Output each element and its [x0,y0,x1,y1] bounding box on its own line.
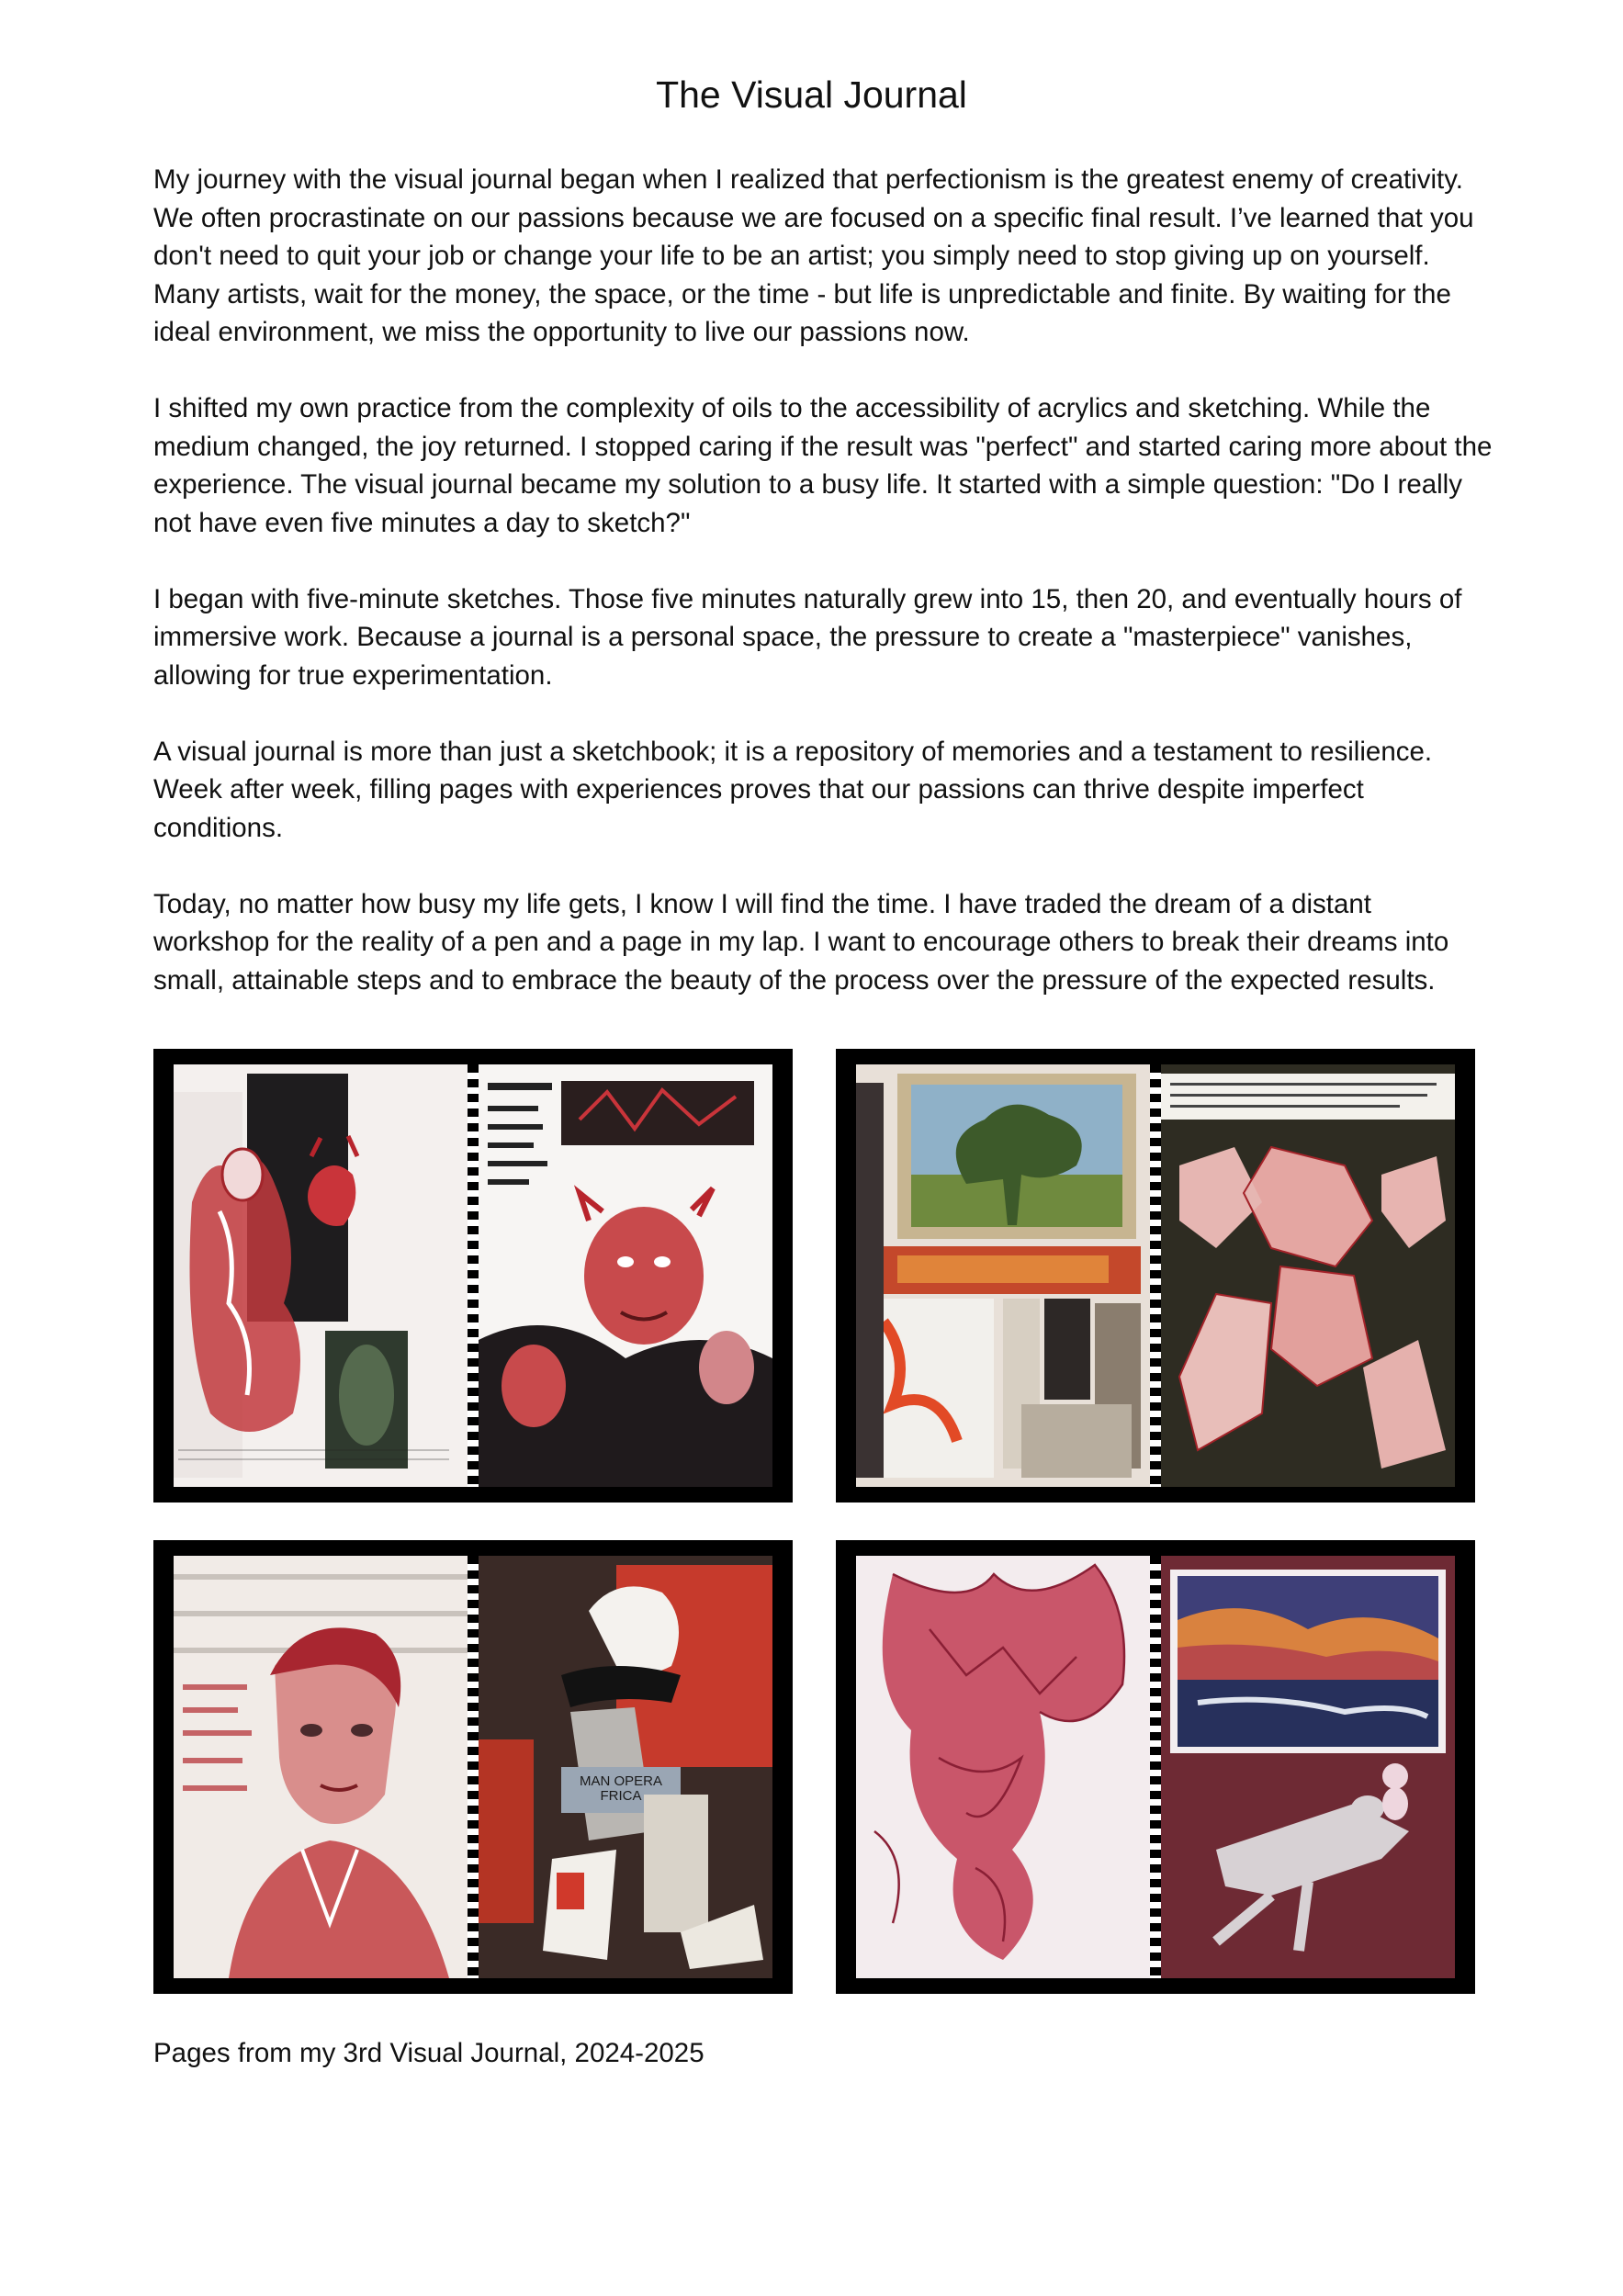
red-dragon-drawing [856,1556,1150,1978]
spiral-binding [468,1064,479,1487]
red-figure-sketch [174,1064,468,1487]
sunset-and-figure [1161,1556,1455,1978]
spiral-binding [1150,1556,1161,1978]
spread-1-right-page [479,1064,772,1487]
red-pen-portrait [174,1556,468,1978]
paragraph-5: Today, no matter how busy my life gets, I know I will find the time. I have traded the dream of a distant workshop for the reality of a pen and a page in my lap. I want to encourage others to break their dreams into small, attainable steps and to embrace the beauty of the process over the pressure of the expected results. [153,888,1449,996]
journal-spread-3 [153,1540,793,1994]
horned-head-drawing [479,1064,772,1487]
document-title: The Visual Journal [656,73,967,116]
spread-1-left-page [174,1064,468,1487]
tree-landscape-collage [856,1064,1150,1487]
spiral-binding [468,1556,479,1978]
paragraph-4: A visual journal is more than just a sketchbook; it is a repository of memories and a testament to resilience. Week after week, filling pages with experiences proves that our passions can thrive despite imperfect conditions. [153,736,1433,843]
spread-2-left-page [856,1064,1150,1487]
image-caption: Pages from my 3rd Visual Journal, 2024-2025 [153,2038,704,2068]
paragraph-1: My journey with the visual journal began when I realized that perfectionism is the greatest enemy of creativity. We often procrastinate on our passions because we are focused on a specific final result. I’ve learned that you don't need to quit your job or change your life to be an artist; you simply need to stop giving up on yourself. Many artists, wait for the money, the space, or the time - but life is unpredictable and finite. By waiting for the ideal environment, we miss the opportunity to live our passions now. [153,164,1474,347]
journal-spread-2 [836,1049,1475,1503]
paragraph-2: I shifted my own practice from the complexity of oils to the accessibility of acrylics and sketching. While the medium changed, the joy returned. I stopped caring if the result was "perfect" and started caring more about the experience. The visual journal became my solution to a busy life. It started with a simple question: "Do I really not have even five minutes a day to sketch?" [153,393,1493,538]
spread-2-right-page [1161,1064,1455,1487]
spread-3-left-page [174,1556,468,1978]
spiral-binding [1150,1064,1161,1487]
article-body [153,161,1494,1038]
red-mecha-robot [1161,1064,1455,1487]
black-white-collage [479,1556,772,1978]
paragraph-3: I began with five-minute sketches. Those five minutes naturally grew into 15, then 20, and eventually hours of immersive work. Because a journal is a personal space, the pressure to create a "masterpiece" vanishes, allowing for true experimentation. [153,583,1462,691]
spread-4-right-page [1161,1556,1455,1978]
journal-spread-4 [836,1540,1475,1994]
spread-4-left-page [856,1556,1150,1978]
journal-spread-1 [153,1049,793,1503]
spread-3-right-page [479,1556,772,1978]
collage-newsprint-text: MAN OPERA FRICA [579,1773,662,1804]
